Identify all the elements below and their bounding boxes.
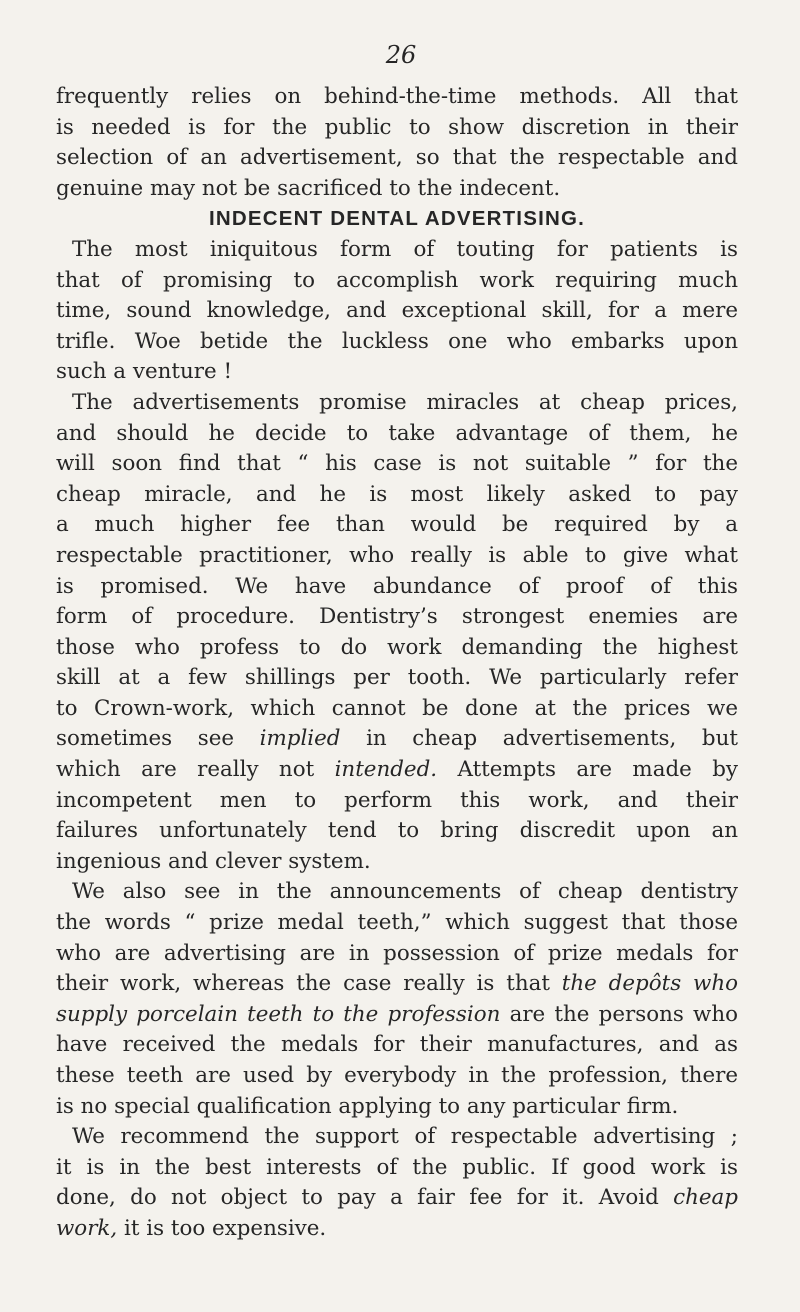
section-heading: INDECENT DENTAL ADVERTISING. bbox=[208, 207, 586, 231]
text-line: frequently relies on behind-the-time methods. All that bbox=[56, 84, 738, 109]
text-run: Attempts are made by bbox=[437, 757, 738, 783]
text-line: incompetent men to perform this work, and their bbox=[56, 787, 738, 813]
page-number: 26 bbox=[385, 41, 417, 69]
text-line bbox=[56, 1000, 738, 1031]
text-line: it is in the best interests of the public. If good work is bbox=[56, 1154, 738, 1180]
text-run: which are really not bbox=[56, 757, 335, 783]
text-line: The most iniquitous form of touting for patients is bbox=[72, 236, 738, 262]
text-line: We recommend the support of respectable advertising ; bbox=[72, 1124, 738, 1150]
text-run: sometimes see bbox=[56, 726, 260, 752]
italic-text: supply porcelain teeth to the profession bbox=[56, 1001, 501, 1027]
italic-text: intended. bbox=[334, 757, 438, 783]
paragraph-touting bbox=[56, 235, 738, 388]
text-line: a much higher fee than would be required by a bbox=[56, 512, 738, 538]
text-line: cheap miracle, and he is most likely asked to pay bbox=[56, 481, 738, 507]
text-run: it is too expensive. bbox=[117, 1215, 327, 1241]
italic-text: cheap bbox=[673, 1185, 738, 1211]
paragraph-prize-medal bbox=[56, 877, 738, 1122]
text-line: who are advertising are in possession of prize medals for bbox=[56, 940, 738, 966]
text-line bbox=[56, 724, 738, 755]
italic-text: work, bbox=[56, 1215, 118, 1241]
text-line bbox=[56, 1214, 738, 1245]
text-line: these teeth are used by everybody in the profession, there bbox=[56, 1063, 738, 1088]
text-line bbox=[56, 1183, 738, 1214]
text-line bbox=[56, 755, 738, 786]
text-line: have received the medals for their manufactures, and as bbox=[56, 1032, 738, 1058]
text-line: genuine may not be sacrificed to the indecent. bbox=[56, 175, 561, 201]
text-line: trifle. Woe betide the luckless one who embarks upon bbox=[56, 328, 738, 354]
text-line: such a venture ! bbox=[56, 359, 233, 385]
italic-text: implied bbox=[259, 726, 341, 752]
text-line: We also see in the announcements of cheap dentistry bbox=[72, 879, 738, 905]
text-line: form of procedure. Dentistry’s strongest enemies are bbox=[56, 604, 738, 630]
text-line: and should he decide to take advantage of them, he bbox=[56, 420, 738, 446]
text-line: ingenious and clever system. bbox=[56, 848, 371, 874]
text-line: those who profess to do work demanding the highest bbox=[56, 634, 738, 660]
italic-text: the depôts who bbox=[561, 971, 738, 997]
text-run: done, do not object to pay a fair fee for it. Avoid bbox=[56, 1185, 674, 1211]
text-run: are the persons who bbox=[500, 1001, 738, 1027]
text-line: to Crown-work, which cannot be done at the prices we bbox=[56, 695, 738, 721]
paragraph-continuation bbox=[56, 82, 738, 204]
text-line: selection of an advertisement, so that the respectable and bbox=[56, 145, 738, 171]
text-line: is needed is for the public to show discretion in their bbox=[56, 114, 738, 140]
text-line bbox=[56, 969, 738, 1000]
text-line: is promised. We have abundance of proof of this bbox=[56, 573, 738, 599]
body-text bbox=[56, 82, 738, 1245]
text-line: that of promising to accomplish work requiring much bbox=[56, 267, 738, 293]
text-line: skill at a few shillings per tooth. We particularly refer bbox=[56, 665, 738, 691]
paragraph-miracles bbox=[56, 388, 738, 878]
text-line: The advertisements promise miracles at cheap prices, bbox=[72, 389, 738, 415]
text-line: will soon find that “ his case is not suitable ” for the bbox=[56, 451, 738, 477]
text-run: their work, whereas the case really is that bbox=[56, 971, 562, 997]
text-line: the words “ prize medal teeth,” which suggest that those bbox=[56, 910, 738, 936]
text-line: time, sound knowledge, and exceptional skill, for a mere bbox=[56, 298, 738, 324]
text-run: in cheap advertisements, but bbox=[340, 726, 738, 752]
paragraph-recommendation bbox=[56, 1122, 738, 1244]
text-line: respectable practitioner, who really is able to give what bbox=[56, 542, 738, 568]
text-line: is no special qualification applying to any particular firm. bbox=[56, 1093, 679, 1119]
text-line: failures unfortunately tend to bring discredit upon an bbox=[56, 818, 738, 844]
